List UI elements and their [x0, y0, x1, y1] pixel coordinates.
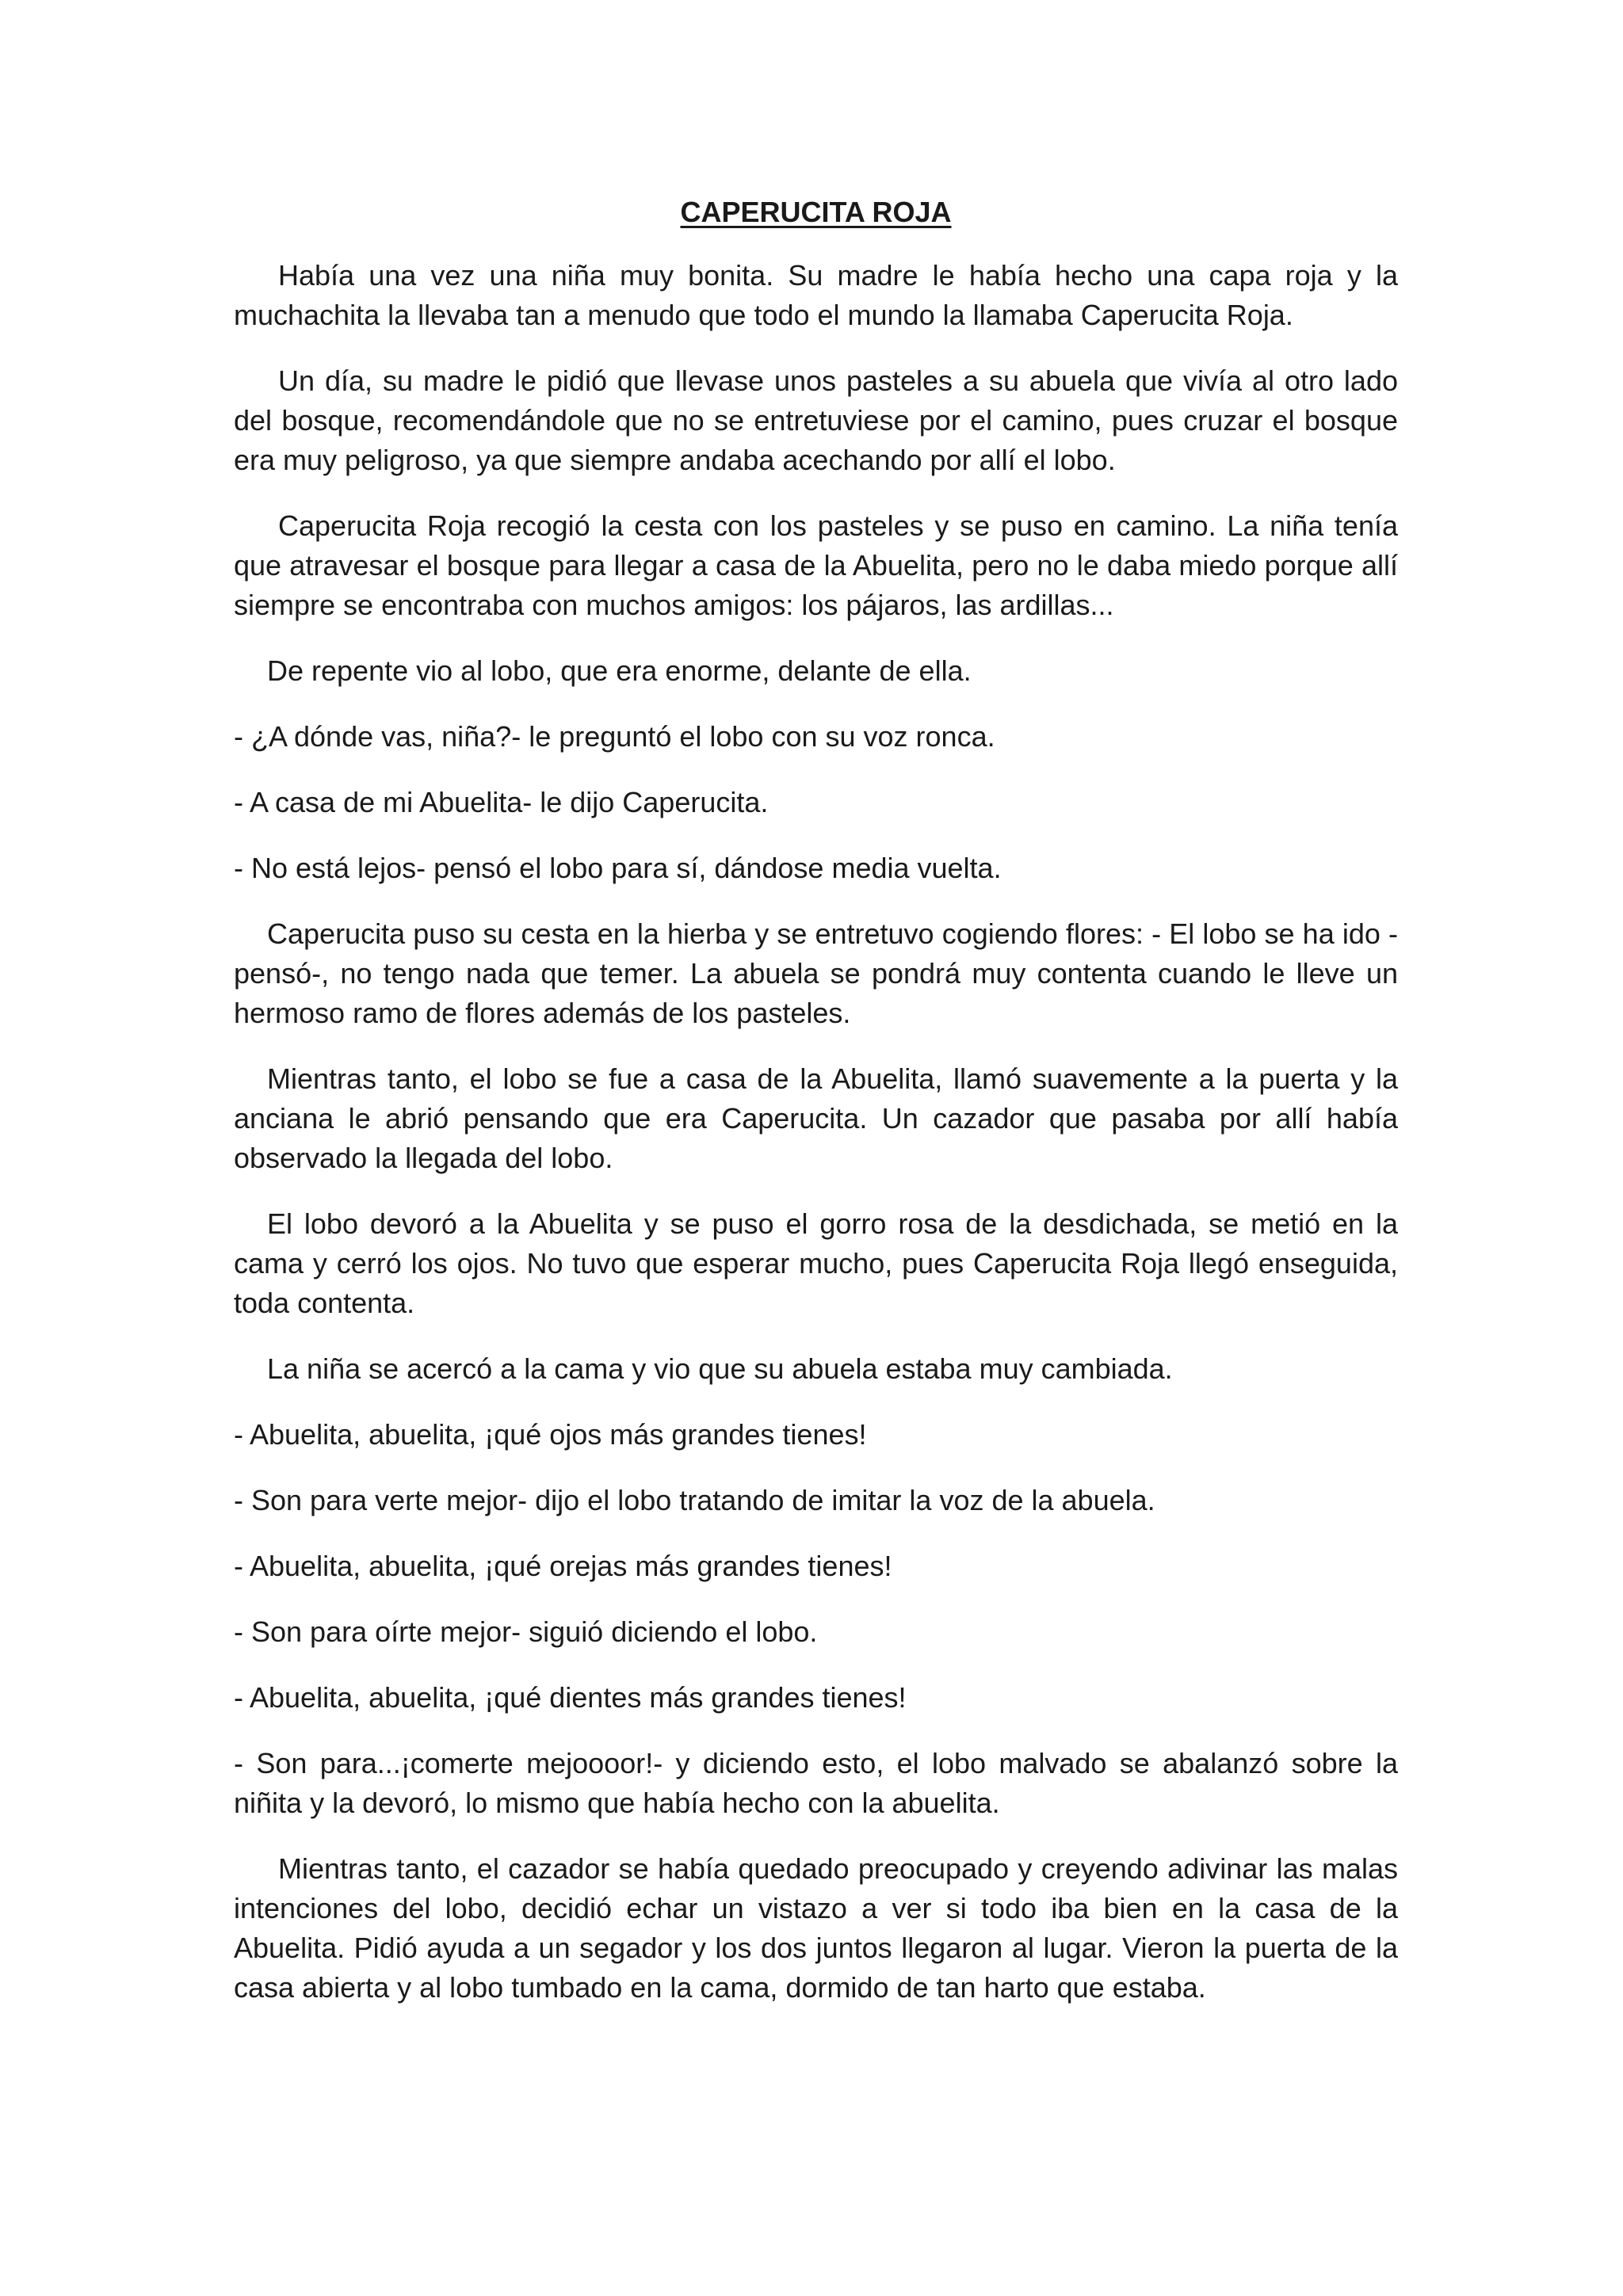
paragraph: Caperucita Roja recogió la cesta con los pasteles y se puso en camino. La niña tenía que atravesar el bosque para llegar a casa de la Abuelita, pero no le daba miedo porque allí siempre se encontraba con muchos amigos: los pájaros, las ardillas...	[234, 509, 1398, 621]
dialogue-line: - ¿A dónde vas, niña?- le preguntó el lobo con su voz ronca.	[234, 720, 995, 753]
paragraph: Mientras tanto, el lobo se fue a casa de la Abuelita, llamó suavemente a la puerta y la anciana le abrió pensando que era Caperucita. Un cazador que pasaba por allí había observado la llegada del lobo.	[234, 1062, 1398, 1174]
dialogue-line: - Abuelita, abuelita, ¡qué dientes más grandes tienes!	[234, 1681, 907, 1714]
paragraph: Caperucita puso su cesta en la hierba y se entretuvo cogiendo flores: - El lobo se ha ido -pensó-, no tengo nada que temer. La abuela se pondrá muy contenta cuando le lleve un hermoso ramo de flores además de los pasteles.	[234, 917, 1398, 1029]
dialogue-line: - Son para oírte mejor- siguió diciendo el lobo.	[234, 1615, 818, 1648]
paragraph: Un día, su madre le pidió que llevase unos pasteles a su abuela que vivía al otro lado del bosque, recomendándole que no se entretuviese por el camino, pues cruzar el bosque era muy peligroso, ya que siempre andaba acechando por allí el lobo.	[234, 364, 1398, 476]
paragraph: Mientras tanto, el cazador se había quedado preocupado y creyendo adivinar las malas intenciones del lobo, decidió echar un vistazo a ver si todo iba bien en la casa de la Abuelita. Pidió ayuda a un segador y los dos juntos llegaron al lugar. Vieron la puerta de la casa abierta y al lobo tumbado en la cama, dormido de tan harto que estaba.	[234, 1852, 1398, 2004]
dialogue-line: - Son para...¡comerte mejoooor!- y diciendo esto, el lobo malvado se abalanzó sobre la niñita y la devoró, lo mismo que había hecho con la abuelita.	[234, 1747, 1398, 1819]
dialogue-line: - A casa de mi Abuelita- le dijo Caperucita.	[234, 786, 769, 818]
paragraph: La niña se acercó a la cama y vio que su abuela estaba muy cambiada.	[267, 1352, 1173, 1385]
dialogue-line: - No está lejos- pensó el lobo para sí, dándose media vuelta.	[234, 852, 1002, 884]
paragraph: De repente vio al lobo, que era enorme, delante de ella.	[267, 654, 972, 687]
document-body	[234, 193, 1398, 2034]
dialogue-line: - Abuelita, abuelita, ¡qué orejas más grandes tienes!	[234, 1550, 892, 1582]
paragraph: Había una vez una niña muy bonita. Su madre le había hecho una capa roja y la muchachita la llevaba tan a menudo que todo el mundo la llamaba Caperucita Roja.	[234, 259, 1398, 331]
document-title: CAPERUCITA ROJA	[680, 196, 952, 228]
dialogue-line: - Son para verte mejor- dijo el lobo tratando de imitar la voz de la abuela.	[234, 1484, 1155, 1516]
dialogue-line: - Abuelita, abuelita, ¡qué ojos más grandes tienes!	[234, 1418, 867, 1451]
paragraph: El lobo devoró a la Abuelita y se puso el gorro rosa de la desdichada, se metió en la cama y cerró los ojos. No tuvo que esperar mucho, pues Caperucita Roja llegó enseguida, toda contenta.	[234, 1207, 1398, 1319]
